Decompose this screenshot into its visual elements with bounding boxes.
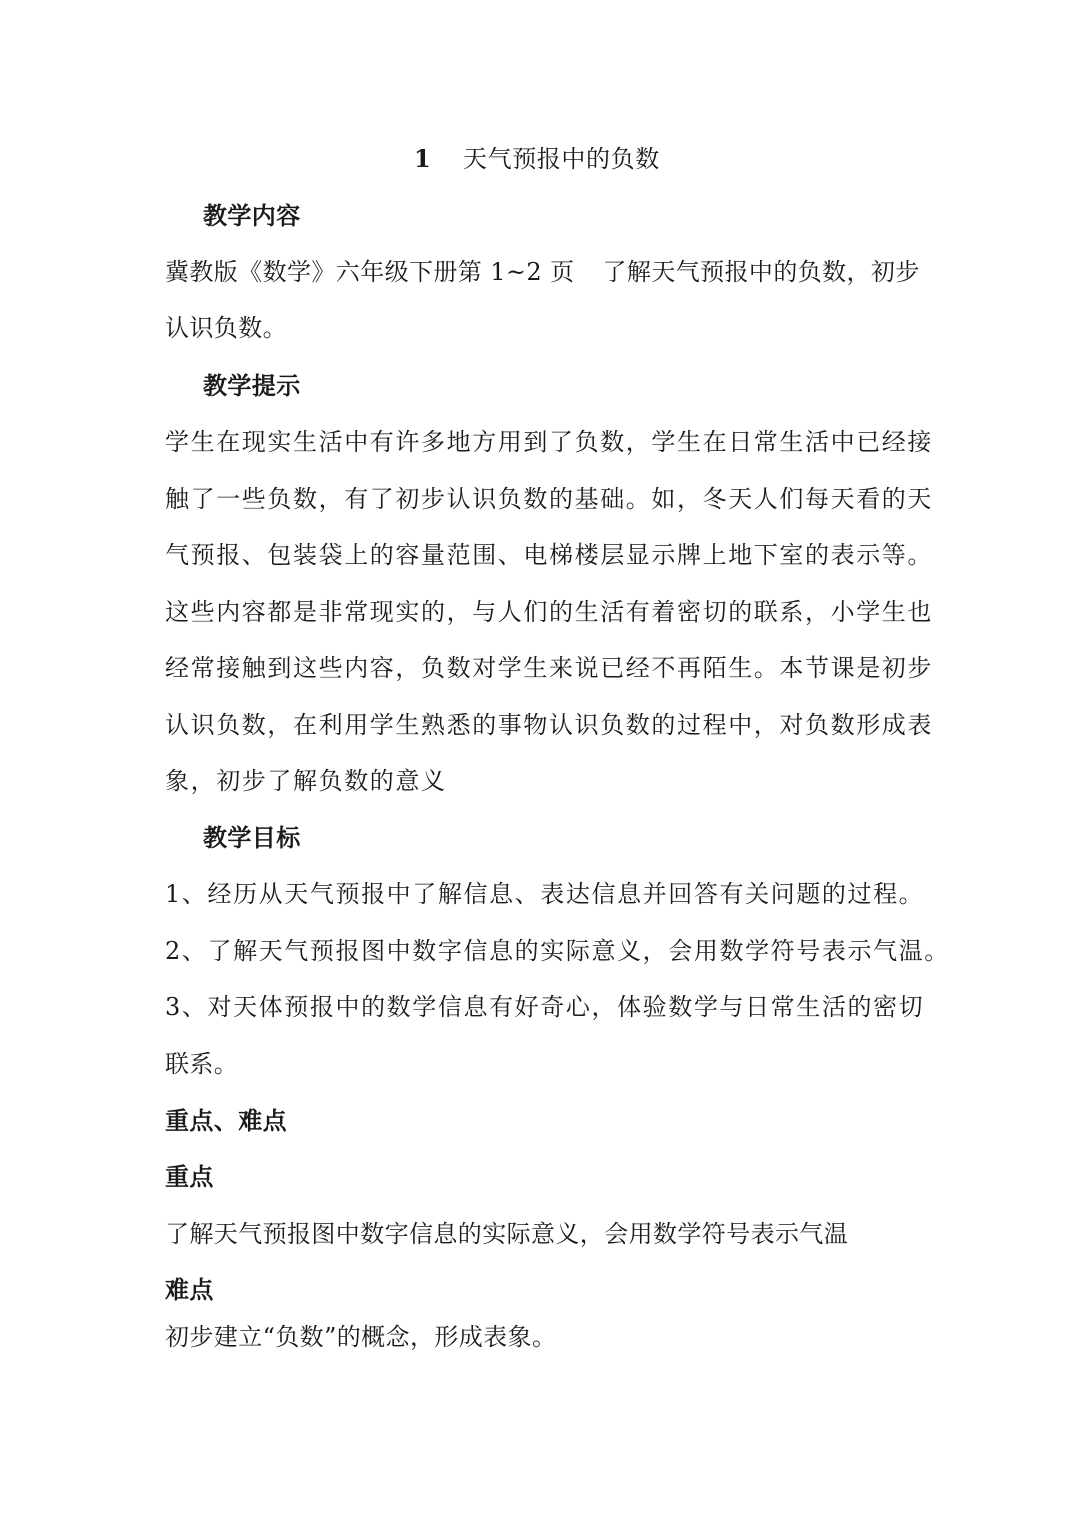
goal-heading: 教学目标 — [203, 824, 301, 852]
goal-line-1: 1、经历从天气预报中了解信息、表达信息并回答有关问题的过程。 — [165, 880, 925, 908]
goal-line-2: 2、了解天气预报图中数字信息的实际意义，会用数学符号表示气温。 — [165, 937, 950, 965]
lesson-number: 1 — [414, 144, 431, 173]
key-difficult-heading: 重点、难点 — [165, 1107, 287, 1135]
hint-line-6: 认识负数，在利用学生熟悉的事物认识负数的过程中，对负数形成表 — [165, 711, 933, 739]
content-line-1-part-a: 冀教版《数学》六年级下册第 1~2 页 — [165, 258, 575, 286]
hint-line-2: 触了一些负数，有了初步认识负数的基础。如，冬天人们每天看的天 — [165, 485, 933, 513]
hint-line-4: 这些内容都是非常现实的，与人们的生活有着密切的联系，小学生也 — [165, 598, 933, 626]
content-line-1-part-b: 了解天气预报中的负数，初步 — [602, 258, 920, 286]
goal-line-3: 3、对天体预报中的数学信息有好奇心，体验数学与日常生活的密切 — [165, 993, 925, 1021]
hint-heading: 教学提示 — [203, 372, 301, 400]
hint-line-5: 经常接触到这些内容，负数对学生来说已经不再陌生。本节课是初步 — [165, 654, 933, 682]
content-line-1 — [165, 256, 925, 288]
key-heading: 重点 — [165, 1163, 214, 1191]
lesson-title-text: 天气预报中的负数 — [463, 145, 660, 173]
hint-line-3: 气预报、包装袋上的容量范围、电梯楼层显示牌上地下室的表示等。 — [165, 541, 933, 569]
content-line-2: 认识负数。 — [165, 314, 287, 342]
goal-line-4: 联系。 — [165, 1050, 239, 1078]
key-text: 了解天气预报图中数字信息的实际意义，会用数学符号表示气温 — [165, 1220, 849, 1248]
difficult-heading: 难点 — [165, 1276, 214, 1304]
content-heading: 教学内容 — [203, 202, 301, 230]
hint-line-7: 象，初步了解负数的意义 — [165, 767, 447, 795]
difficult-text: 初步建立“负数”的概念，形成表象。 — [165, 1323, 557, 1351]
hint-line-1: 学生在现实生活中有许多地方用到了负数，学生在日常生活中已经接 — [165, 428, 933, 456]
